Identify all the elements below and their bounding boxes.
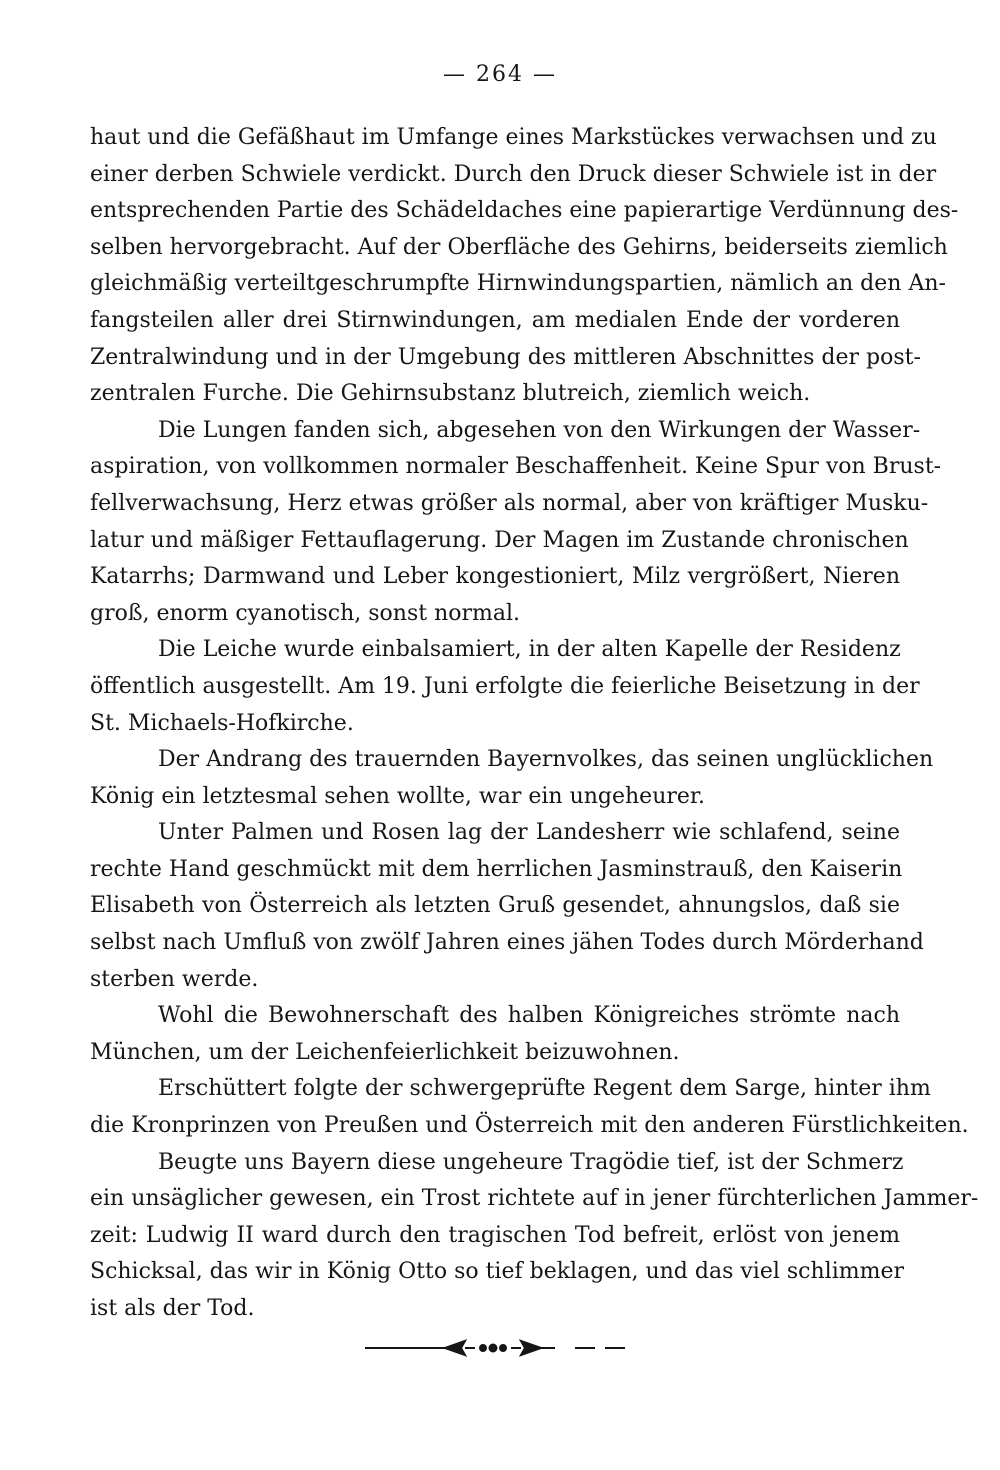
text-line: ist als der Tod. [90,1296,255,1321]
text-line: Der Andrang des trauernden Bayernvolkes, das seinen unglücklichen [158,747,934,773]
text-line: entsprechenden Partie des Schädeldaches eine papierartige Verdünnung des- [90,198,959,224]
text-line: Die Leiche wurde einbalsamiert, in der alten Kapelle der Residenz [158,637,901,663]
text-line: rechte Hand geschmückt mit dem herrlichen Jasminstrauß, den Kaiserin [90,856,903,882]
text-line: zeit: Ludwig II ward durch den tragischen Tod befreit, erlöst von jenem [90,1222,900,1248]
text-line: Erschüttert folgte der schwergeprüfte Regent dem Sarge, hinter ihm [158,1076,931,1102]
text-line: Schicksal, das wir in König Otto so tief beklagen, und das viel schlimmer [90,1259,904,1285]
text-line: haut und die Gefäßhaut im Umfange eines Markstückes verwachsen und zu [90,125,937,150]
body-text [90,120,979,1328]
text-line: zentralen Furche. Die Gehirnsubstanz blutreich, ziemlich weich. [90,381,811,407]
text-line: latur und mäßiger Fettauflagerung. Der Magen im Zustande chronischen [90,527,909,553]
text-line: München, um der Leichenfeierlichkeit beizuwohnen. [90,1039,680,1065]
text-line: groß, enorm cyanotisch, sonst normal. [90,600,521,626]
text-line: die Kronprinzen von Preußen und Österreich mit den anderen Fürstlichkeiten. [90,1113,969,1139]
text-line: Elisabeth von Österreich als letzten Gruß gesendet, ahnungslos, daß sie [90,893,900,919]
text-line: ein unsäglicher gewesen, ein Trost richtete auf in jener fürchterlichen Jammer- [90,1186,979,1212]
text-line: Unter Palmen und Rosen lag der Landesherr wie schlafend, seine [158,820,900,846]
text-line: König ein letztesmal sehen wollte, war ein ungeheurer. [90,783,705,809]
text-line: selbst nach Umfluß von zwölf Jahren eines jähen Todes durch Mörderhand [90,930,924,956]
text-line: einer derben Schwiele verdickt. Durch den Druck dieser Schwiele ist in der [90,161,937,187]
text-line: fellverwachsung, Herz etwas größer als normal, aber von kräftiger Musku- [90,490,929,516]
end-of-chapter-ornament-icon [365,1335,625,1361]
text-line: Wohl die Bewohnerschaft des halben Königreiches strömte nach [158,1003,900,1029]
text-line: Beugte uns Bayern diese ungeheure Tragödie tief, ist der Schmerz [158,1149,904,1175]
text-line: Katarrhs; Darmwand und Leber kongestioniert, Milz vergrößert, Nieren [90,564,900,590]
text-line: öffentlich ausgestellt. Am 19. Juni erfolgte die feierliche Beisetzung in der [90,673,920,699]
text-line: fangsteilen aller drei Stirnwindungen, am medialen Ende der vorderen [90,307,900,333]
text-line: Die Lungen fanden sich, abgesehen von den Wirkungen der Wasser- [158,417,921,443]
text-line: selben hervorgebracht. Auf der Oberfläche des Gehirns, beiderseits ziemlich [90,234,948,260]
text-line: gleichmäßig verteiltgeschrumpfte Hirnwindungspartien, nämlich an den An- [90,271,946,297]
page-number: — 264 — [443,62,557,87]
text-line: sterben werde. [90,966,259,992]
text-line: aspiration, von vollkommen normaler Beschaffenheit. Keine Spur von Brust- [90,454,942,480]
text-line: Zentralwindung und in der Umgebung des mittleren Abschnittes der post- [90,344,921,370]
text-line: St. Michaels-Hofkirche. [90,710,354,736]
